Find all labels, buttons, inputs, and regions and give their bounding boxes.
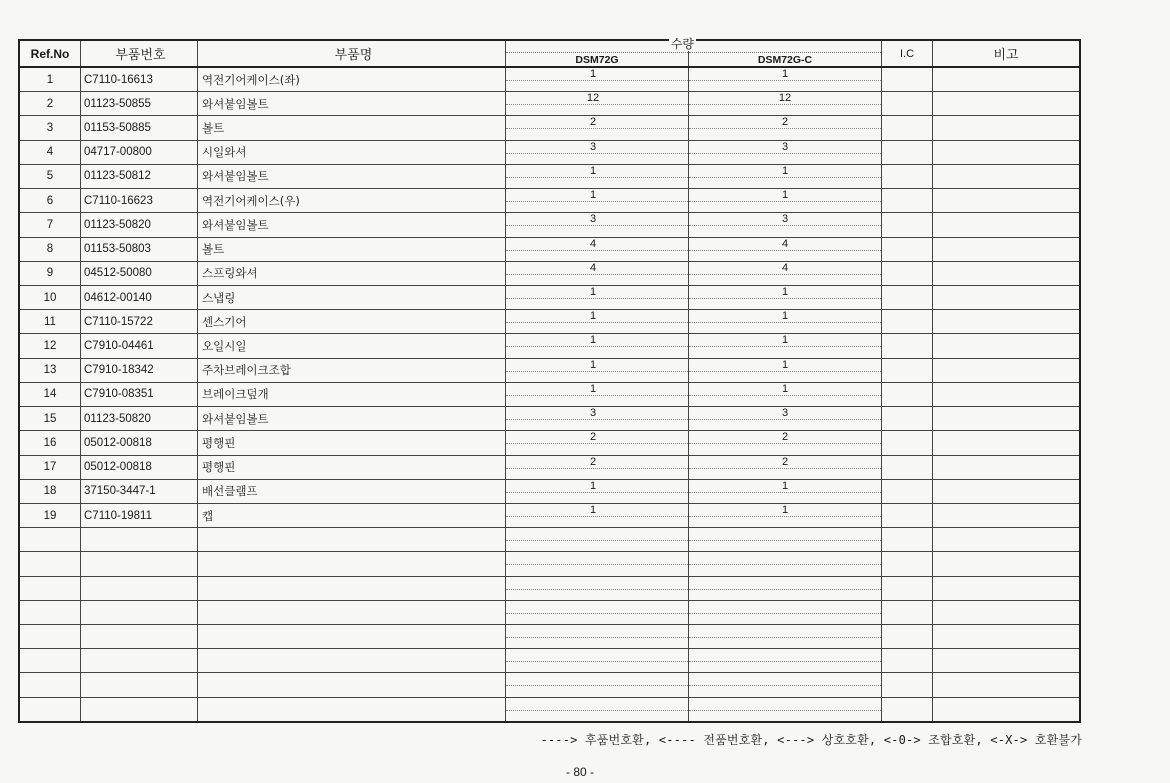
cell-ic [882,285,933,309]
cell-qty-model-a [506,407,689,431]
header-ref-no: Ref.No [19,40,81,67]
cell-ic [882,310,933,334]
cell-part-name: 평행핀 [198,455,506,479]
cell-qty-model-a [506,697,689,722]
qty-value: 1 [589,358,597,371]
cell-part-number: 01153-50885 [81,116,198,140]
cell-ref-no: 11 [19,310,81,334]
cell-qty-model-a [506,140,689,164]
cell-ic [882,407,933,431]
cell-ic [882,697,933,722]
cell-qty-model-a [506,600,689,624]
table-row [19,116,1080,140]
cell-qty-model-b [689,649,882,673]
cell-qty-model-b [689,552,882,576]
cell-qty-model-b [689,431,882,455]
cell-ref-no [19,552,81,576]
qty-value: 2 [781,455,789,468]
cell-part-number: 37150-3447-1 [81,479,198,503]
cell-part-name [198,649,506,673]
table-row [19,576,1080,600]
qty-value: 1 [781,382,789,395]
header-ic: I.C [882,40,933,67]
cell-part-name [198,552,506,576]
qty-value: 2 [589,431,597,444]
qty-value: 3 [589,213,597,226]
cell-part-number [81,600,198,624]
cell-part-number: 04512-50080 [81,261,198,285]
cell-ref-no [19,576,81,600]
cell-ic [882,431,933,455]
cell-qty-model-b [689,600,882,624]
cell-qty-model-b [689,479,882,503]
interchange-legend: ----> 후품번호환, <---- 전품번호환, <---> 상호호환, <-0-> 조합호환, <-X-> 호환불가 [540,733,1082,747]
cell-part-number: C7110-19811 [81,503,198,527]
cell-ic [882,673,933,697]
cell-remarks [933,261,1081,285]
cell-part-number [81,697,198,722]
cell-part-number: 01123-50812 [81,164,198,188]
cell-remarks [933,407,1081,431]
cell-qty-model-a [506,237,689,261]
cell-ic [882,625,933,649]
table-row [19,310,1080,334]
cell-qty-model-a [506,164,689,188]
qty-value: 3 [781,140,789,153]
cell-part-name [198,673,506,697]
cell-ic [882,140,933,164]
cell-ref-no: 14 [19,382,81,406]
header-quantity: 수량 [670,37,694,51]
cell-remarks [933,285,1081,309]
cell-ic [882,261,933,285]
cell-part-number [81,528,198,552]
cell-remarks [933,67,1081,92]
qty-value: 1 [781,285,789,298]
qty-value: 1 [589,285,597,298]
cell-part-name: 평행핀 [198,431,506,455]
header-quantity-model-a [506,37,694,67]
cell-ic [882,382,933,406]
cell-ic [882,528,933,552]
cell-remarks [933,431,1081,455]
cell-remarks [933,576,1081,600]
cell-remarks [933,382,1081,406]
cell-qty-model-a [506,552,689,576]
table-row [19,213,1080,237]
cell-qty-model-b [689,407,882,431]
cell-qty-model-b [689,189,882,213]
cell-qty-model-b [689,455,882,479]
cell-qty-model-b [689,116,882,140]
cell-ic [882,358,933,382]
header-part-number: 부품번호 [81,40,198,67]
qty-value: 1 [589,68,597,80]
qty-value: 1 [781,164,789,177]
cell-part-number: 01123-50820 [81,407,198,431]
table-row [19,697,1080,722]
cell-qty-model-a [506,431,689,455]
qty-value: 2 [589,116,597,129]
cell-qty-model-b [689,673,882,697]
cell-part-name [198,625,506,649]
cell-remarks [933,649,1081,673]
table-body [19,67,1080,722]
cell-ref-no: 2 [19,92,81,116]
cell-qty-model-a [506,625,689,649]
cell-remarks [933,213,1081,237]
cell-ref-no: 10 [19,285,81,309]
cell-ref-no [19,697,81,722]
cell-part-number: C7910-04461 [81,334,198,358]
table-row [19,237,1080,261]
cell-ic [882,164,933,188]
cell-qty-model-a [506,67,689,92]
cell-ic [882,503,933,527]
cell-part-name: 캡 [198,503,506,527]
cell-ref-no [19,649,81,673]
cell-part-number [81,576,198,600]
qty-value: 1 [589,334,597,347]
table-row [19,479,1080,503]
cell-part-name: 시일와셔 [198,140,506,164]
cell-qty-model-a [506,261,689,285]
cell-qty-model-b [689,237,882,261]
qty-value: 12 [778,92,792,105]
cell-part-number: C7110-16613 [81,67,198,92]
table-row [19,528,1080,552]
cell-part-number: C7110-15722 [81,310,198,334]
cell-qty-model-a [506,528,689,552]
cell-ic [882,237,933,261]
cell-part-name: 브레이크덮개 [198,382,506,406]
cell-ic [882,116,933,140]
cell-part-name: 와셔붙임볼트 [198,92,506,116]
cell-qty-model-b [689,697,882,722]
cell-part-name: 센스기어 [198,310,506,334]
cell-ref-no: 1 [19,67,81,92]
cell-ref-no [19,528,81,552]
cell-part-name: 오일시일 [198,334,506,358]
cell-remarks [933,479,1081,503]
cell-part-name: 역전기어케이스(우) [198,189,506,213]
cell-qty-model-a [506,285,689,309]
cell-qty-model-b [689,213,882,237]
cell-qty-model-b [689,92,882,116]
cell-qty-model-a [506,310,689,334]
cell-remarks [933,697,1081,722]
table-row [19,358,1080,382]
table-row [19,600,1080,624]
cell-part-name: 스냅링 [198,285,506,309]
qty-value: 3 [589,140,597,153]
cell-ic [882,67,933,92]
cell-part-name: 와셔붙임볼트 [198,213,506,237]
cell-ref-no: 6 [19,189,81,213]
table-row [19,67,1080,92]
cell-part-name: 역전기어케이스(좌) [198,67,506,92]
table-row [19,261,1080,285]
cell-qty-model-a [506,382,689,406]
cell-qty-model-b [689,310,882,334]
qty-value: 1 [781,479,789,492]
cell-qty-model-a [506,92,689,116]
cell-ref-no: 3 [19,116,81,140]
cell-qty-model-b [689,625,882,649]
cell-part-number: C7910-18342 [81,358,198,382]
cell-part-name: 주차브레이크조합 [198,358,506,382]
header-row [19,40,1080,67]
cell-part-number [81,552,198,576]
cell-remarks [933,673,1081,697]
cell-remarks [933,552,1081,576]
cell-ic [882,92,933,116]
cell-qty-model-b [689,528,882,552]
cell-part-number: 01123-50855 [81,92,198,116]
table-row [19,382,1080,406]
cell-ref-no: 19 [19,503,81,527]
cell-remarks [933,164,1081,188]
cell-qty-model-a [506,479,689,503]
table-row [19,164,1080,188]
qty-value: 4 [589,237,597,250]
qty-value: 2 [781,116,789,129]
qty-value: 2 [781,431,789,444]
cell-remarks [933,116,1081,140]
cell-part-name [198,697,506,722]
cell-part-number: 05012-00818 [81,431,198,455]
cell-ic [882,552,933,576]
cell-qty-model-b [689,164,882,188]
cell-part-name: 와셔붙임볼트 [198,407,506,431]
cell-ref-no: 8 [19,237,81,261]
qty-value: 1 [781,310,789,323]
cell-qty-model-b [689,285,882,309]
cell-qty-model-b [689,382,882,406]
cell-part-name: 볼트 [198,116,506,140]
cell-ref-no: 17 [19,455,81,479]
qty-value: 1 [781,358,789,371]
cell-qty-model-a [506,213,689,237]
parts-table [18,39,1081,723]
cell-qty-model-a [506,334,689,358]
cell-qty-model-a [506,116,689,140]
table-row [19,503,1080,527]
cell-qty-model-a [506,455,689,479]
header-model-b: DSM72G-C [689,52,881,66]
cell-part-number: C7910-08351 [81,382,198,406]
cell-qty-model-b [689,503,882,527]
cell-ref-no: 5 [19,164,81,188]
cell-ref-no: 4 [19,140,81,164]
cell-remarks [933,237,1081,261]
cell-ref-no: 16 [19,431,81,455]
table-row [19,455,1080,479]
header-remarks: 비고 [933,40,1081,67]
cell-qty-model-a [506,503,689,527]
cell-part-number: C7110-16623 [81,189,198,213]
qty-value: 1 [781,334,789,347]
cell-qty-model-b [689,67,882,92]
cell-qty-model-b [689,576,882,600]
cell-part-number [81,625,198,649]
cell-part-name [198,600,506,624]
cell-part-name [198,528,506,552]
cell-ic [882,649,933,673]
table-row [19,673,1080,697]
cell-remarks [933,189,1081,213]
cell-ic [882,600,933,624]
cell-remarks [933,358,1081,382]
cell-qty-model-b [689,140,882,164]
table-row [19,189,1080,213]
qty-value: 3 [589,407,597,420]
cell-remarks [933,625,1081,649]
qty-value: 1 [589,479,597,492]
cell-remarks [933,600,1081,624]
cell-ref-no [19,600,81,624]
qty-value: 4 [589,261,597,274]
cell-ref-no: 7 [19,213,81,237]
cell-part-name: 와셔붙임볼트 [198,164,506,188]
cell-ref-no [19,673,81,697]
cell-part-number: 05012-00818 [81,455,198,479]
cell-qty-model-b [689,358,882,382]
table-row [19,552,1080,576]
cell-qty-model-a [506,576,689,600]
qty-value: 1 [589,189,597,202]
cell-qty-model-a [506,189,689,213]
cell-part-number: 01153-50803 [81,237,198,261]
cell-qty-model-a [506,673,689,697]
qty-value: 4 [781,237,789,250]
cell-ref-no: 13 [19,358,81,382]
cell-part-name: 스프링와셔 [198,261,506,285]
qty-value: 3 [781,407,789,420]
cell-ic [882,479,933,503]
cell-ref-no [19,625,81,649]
cell-ic [882,455,933,479]
cell-ic [882,576,933,600]
cell-part-number: 01123-50820 [81,213,198,237]
cell-ic [882,334,933,358]
cell-ref-no: 9 [19,261,81,285]
cell-part-number: 04612-00140 [81,285,198,309]
qty-value: 1 [589,503,597,516]
cell-qty-model-a [506,358,689,382]
qty-value: 3 [781,213,789,226]
qty-value: 12 [586,92,600,105]
qty-value: 2 [589,455,597,468]
cell-ref-no: 18 [19,479,81,503]
cell-part-name: 볼트 [198,237,506,261]
table-row [19,407,1080,431]
table-row [19,334,1080,358]
cell-remarks [933,503,1081,527]
table-row [19,625,1080,649]
cell-part-name: 배선클램프 [198,479,506,503]
cell-part-number [81,649,198,673]
qty-value: 1 [781,189,789,202]
cell-remarks [933,334,1081,358]
cell-ic [882,189,933,213]
cell-qty-model-b [689,334,882,358]
cell-part-number [81,673,198,697]
cell-ref-no: 15 [19,407,81,431]
cell-remarks [933,310,1081,334]
header-part-name: 부품명 [198,40,506,67]
qty-value: 1 [589,164,597,177]
qty-value: 4 [781,261,789,274]
table-row [19,285,1080,309]
table-row [19,431,1080,455]
cell-qty-model-a [506,649,689,673]
cell-remarks [933,455,1081,479]
cell-part-number: 04717-00800 [81,140,198,164]
cell-ref-no: 12 [19,334,81,358]
table-row [19,649,1080,673]
qty-value: 1 [589,382,597,395]
cell-qty-model-b [689,261,882,285]
cell-remarks [933,92,1081,116]
cell-remarks [933,140,1081,164]
header-quantity-model-b [689,40,882,67]
table-row [19,140,1080,164]
header-model-a: DSM72G [506,52,688,66]
qty-value: 1 [589,310,597,323]
page-number: - 80 - [565,765,594,779]
table-row [19,92,1080,116]
cell-ic [882,213,933,237]
qty-value: 1 [781,503,789,516]
qty-value: 1 [781,68,789,80]
cell-part-name [198,576,506,600]
cell-remarks [933,528,1081,552]
